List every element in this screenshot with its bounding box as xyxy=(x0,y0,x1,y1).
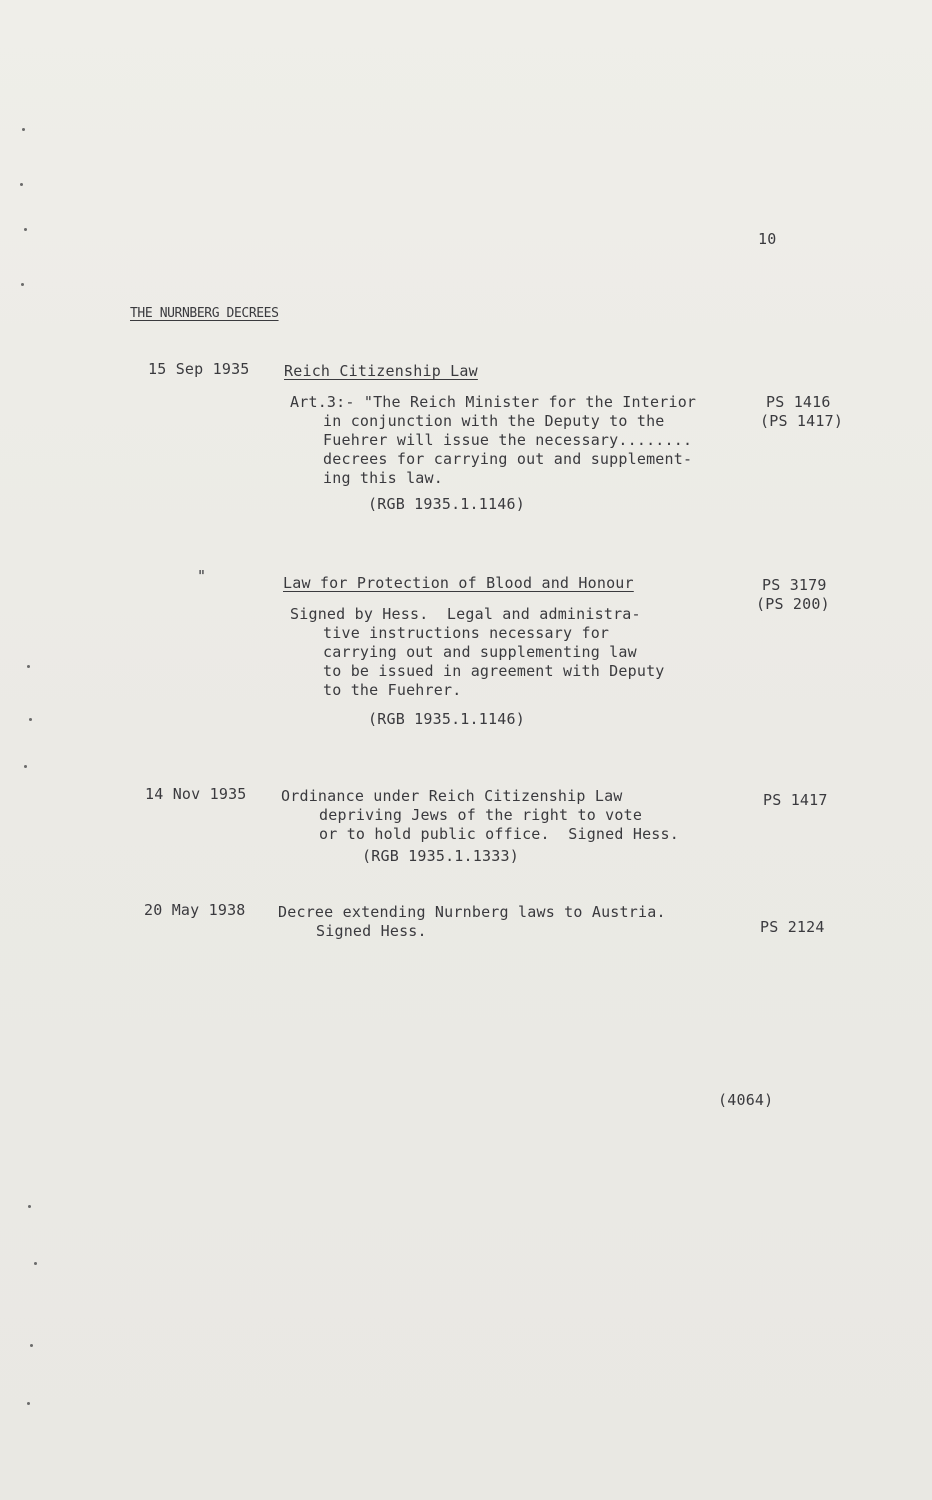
ditto-mark: " xyxy=(197,567,207,585)
entry-citation: (RGB 1935.1.1333) xyxy=(362,847,519,865)
margin-speck xyxy=(24,228,27,231)
margin-speck xyxy=(27,1402,30,1405)
entry-reference: PS 1417 xyxy=(763,791,828,809)
entry-body-line: or to hold public office. Signed Hess. xyxy=(319,825,679,843)
page-number: 10 xyxy=(758,230,777,248)
entry-body-line: Signed Hess. xyxy=(316,922,427,940)
entry-body-line: Signed by Hess. Legal and administra- xyxy=(290,605,641,623)
entry-body-line: to the Fuehrer. xyxy=(323,681,462,699)
margin-speck xyxy=(21,283,24,286)
entry-body-line: carrying out and supplementing law xyxy=(323,643,637,661)
entry-body-line: tive instructions necessary for xyxy=(323,624,610,642)
entry-reference: PS 2124 xyxy=(760,918,825,936)
entry-citation: (RGB 1935.1.1146) xyxy=(368,710,525,728)
entry-reference: PS 3179 xyxy=(762,576,827,594)
entry-title: Reich Citizenship Law xyxy=(284,362,478,380)
entry-body-line: Ordinance under Reich Citizenship Law xyxy=(281,787,623,805)
entry-body-line: ing this law. xyxy=(323,469,443,487)
entry-reference: PS 1416 xyxy=(766,393,831,411)
entry-title: Law for Protection of Blood and Honour xyxy=(283,574,634,592)
margin-speck xyxy=(28,1205,31,1208)
entry-body-line: Decree extending Nurnberg laws to Austria. xyxy=(278,903,666,921)
section-heading: THE NURNBERG DECREES xyxy=(130,306,279,321)
entry-reference: (PS 1417) xyxy=(760,412,844,430)
margin-speck xyxy=(20,183,23,186)
entry-body-line: to be issued in agreement with Deputy xyxy=(323,662,665,680)
entry-reference: (PS 200) xyxy=(756,595,830,613)
entry-body-line: decrees for carrying out and supplement- xyxy=(323,450,693,468)
entry-citation: (RGB 1935.1.1146) xyxy=(368,495,525,513)
entry-body-line: Fuehrer will issue the necessary........ xyxy=(323,431,693,449)
margin-speck xyxy=(27,665,30,668)
margin-speck xyxy=(34,1262,37,1265)
entry-body-line: depriving Jews of the right to vote xyxy=(319,806,643,824)
entry-date: 20 May 1938 xyxy=(144,901,246,919)
entry-date: 14 Nov 1935 xyxy=(145,785,247,803)
margin-speck xyxy=(24,765,27,768)
entry-body-line: Art.3:- "The Reich Minister for the Interior xyxy=(290,393,697,411)
margin-speck xyxy=(22,128,25,131)
margin-speck xyxy=(30,1344,33,1347)
entry-date: 15 Sep 1935 xyxy=(148,360,250,378)
entry-body-line: in conjunction with the Deputy to the xyxy=(323,412,665,430)
margin-speck xyxy=(29,718,32,721)
footer-document-number: (4064) xyxy=(718,1091,774,1109)
